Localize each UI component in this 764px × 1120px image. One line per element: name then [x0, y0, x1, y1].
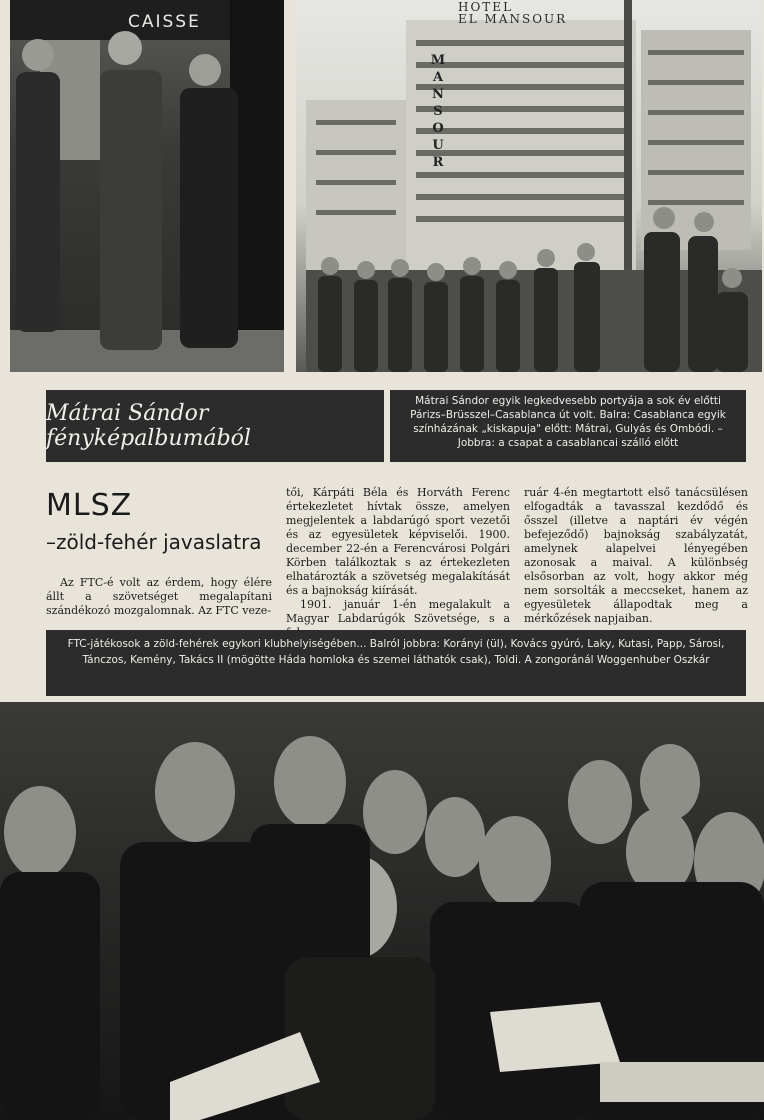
photo-ftc-clubroom	[0, 702, 764, 1120]
photo-scene-theatre	[10, 0, 284, 372]
article-subhead: –zöld-fehér javaslatra	[46, 530, 262, 554]
caption-top-text: Mátrai Sándor egyik legkedvesebb portyája a sok év előtti Párizs–Brüsszel–Casablanca út volt. Balra: Casablanca egyik színházának „kiskapuja" előtt: Mátrai, Gulyás és Ombódi. – Jobbra: a csapat a casablancai szálló előtt	[410, 395, 726, 449]
album-title-banner	[46, 390, 384, 462]
hotel-vertical-sign: MANSOUR	[430, 53, 446, 170]
album-title: Mátrai Sándor fényképalbumából	[46, 401, 251, 451]
article-column-1: Az FTC-é volt az érdem, hogy élére állt a szövetséget megalapítani szándékozó mozgalomnak. Az FTC veze-	[46, 576, 272, 617]
caption-top	[390, 390, 746, 462]
article-headline: MLSZ	[46, 488, 133, 523]
article-column-2-para-1: tői, Kárpáti Béla és Horváth Ferenc értekezletet hívtak össze, amelyen megjelentek a labdarúgó sport vezetői és az egyesületek képviselői. 1900. december 22-én a Ferencvárosi Polgári Körben találkoztak s az értekezleten elhatározták a szövetség megalakítását és a bajnokság kiírását.	[286, 486, 510, 597]
photo-scene-hotel	[296, 0, 762, 372]
caisse-sign: CAISSE	[128, 12, 201, 32]
photo-scene-clubroom	[0, 702, 764, 1120]
photo-casablanca-theatre	[10, 0, 284, 372]
caption-bottom	[46, 630, 746, 696]
hotel-sign-line2: EL MANSOUR	[458, 12, 568, 26]
article-column-2	[286, 486, 510, 640]
hotel-sign-line1: HOTEL	[458, 0, 514, 14]
caption-bottom-text: FTC-játékosok a zöld-fehérek egykori klubhelyiségében... Balról jobbra: Korányi (ül), Kovács gyúró, Laky, Kutasi, Papp, Sárosi, Tánczos, Kemény, Takács II (mögötte Háda homloka és szemei láthatók csak), Toldi. A zongoránál Woggenhuber Oszkár	[67, 638, 725, 666]
article-column-2-para-2: 1901. január 1-én megalakult a Magyar Labdarúgók Szövetsége, s a	[286, 598, 510, 625]
article-column-3: ruár 4-én megtartott első tanácsülésen elfogadták a tavasszal kezdődő és ősszel (illetve a naptári év végén befejeződő) bajnokság szabályzatát, amelynek alapelvei lényegében azonosak a maival. A különbség elsősorban az volt, hogy akkor még nem sorsolták a meccseket, hanem az egyesületek állapodtak meg a mérkőzések napjaiban.	[524, 486, 748, 625]
photo-hotel-el-mansour	[296, 0, 762, 372]
